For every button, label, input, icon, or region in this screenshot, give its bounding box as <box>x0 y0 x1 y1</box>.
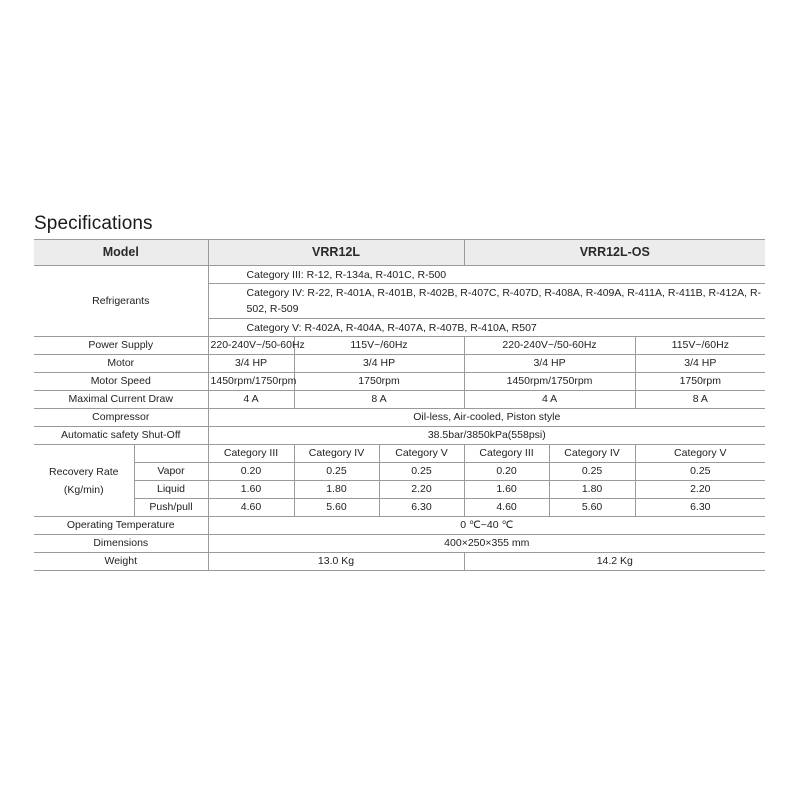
current-draw-value: 4 A <box>464 391 635 409</box>
motor-speed-value: 1450rpm/1750rpm <box>464 373 635 391</box>
motor-speed-value: 1750rpm <box>635 373 765 391</box>
motor-value: 3/4 HP <box>208 355 294 373</box>
recovery-category-header: Category V <box>379 445 464 463</box>
weight-value-vrr12l: 13.0 Kg <box>208 553 464 571</box>
motor-speed-label: Motor Speed <box>34 373 208 391</box>
power-supply-value: 220-240V~/50-60Hz <box>208 337 294 355</box>
motor-row <box>34 355 765 373</box>
motor-speed-row <box>34 373 765 391</box>
model-vrr12l-os-header: VRR12L-OS <box>464 240 765 266</box>
recovery-value: 1.60 <box>208 481 294 499</box>
current-draw-row <box>34 391 765 409</box>
recovery-rate-label <box>34 445 134 517</box>
current-draw-value: 4 A <box>208 391 294 409</box>
shutoff-value: 38.5bar/3850kPa(558psi) <box>208 427 765 445</box>
recovery-value: 5.60 <box>294 499 379 517</box>
recovery-mode-label: Vapor <box>134 463 208 481</box>
power-supply-value: 115V~/60Hz <box>294 337 464 355</box>
shutoff-label: Automatic safety Shut-Off <box>34 427 208 445</box>
recovery-value: 6.30 <box>379 499 464 517</box>
recovery-rate-title: Recovery Rate <box>49 465 119 478</box>
recovery-value: 0.25 <box>635 463 765 481</box>
recovery-vapor-row <box>34 463 765 481</box>
refrigerants-cat4: Category IV: R-22, R-401A, R-401B, R-402B, R-407C, R-407D, R-408A, R-409A, R-411A, R-411B, R-412A, R-502, R-509 <box>208 284 765 319</box>
operating-temperature-value: 0 ℃~40 ℃ <box>208 517 765 535</box>
recovery-value: 4.60 <box>464 499 549 517</box>
recovery-value: 5.60 <box>549 499 635 517</box>
model-header: Model <box>34 240 208 266</box>
motor-speed-value: 1450rpm/1750rpm <box>208 373 294 391</box>
power-supply-label: Power Supply <box>34 337 208 355</box>
operating-temperature-label: Operating Temperature <box>34 517 208 535</box>
current-draw-value: 8 A <box>294 391 464 409</box>
recovery-value: 2.20 <box>379 481 464 499</box>
motor-value: 3/4 HP <box>635 355 765 373</box>
recovery-value: 0.25 <box>294 463 379 481</box>
power-supply-value: 115V~/60Hz <box>635 337 765 355</box>
recovery-value: 0.25 <box>549 463 635 481</box>
recovery-liquid-row <box>34 481 765 499</box>
current-draw-value: 8 A <box>635 391 765 409</box>
recovery-rate-unit: (Kg/min) <box>63 483 104 496</box>
power-supply-value: 220-240V~/50-60Hz <box>464 337 635 355</box>
recovery-category-header: Category IV <box>294 445 379 463</box>
weight-label: Weight <box>34 553 208 571</box>
compressor-row <box>34 409 765 427</box>
motor-value: 3/4 HP <box>294 355 464 373</box>
recovery-value: 2.20 <box>635 481 765 499</box>
recovery-value: 6.30 <box>635 499 765 517</box>
page-title: Specifications <box>34 213 153 234</box>
dimensions-value: 400×250×355 mm <box>208 535 765 553</box>
model-vrr12l-header: VRR12L <box>208 240 464 266</box>
motor-speed-value: 1750rpm <box>294 373 464 391</box>
specifications-table <box>34 239 765 571</box>
recovery-pushpull-row <box>34 499 765 517</box>
recovery-value: 0.25 <box>379 463 464 481</box>
recovery-mode-label: Liquid <box>134 481 208 499</box>
recovery-blank-cell <box>134 445 208 463</box>
refrigerants-row-cat3 <box>34 266 765 284</box>
dimensions-label: Dimensions <box>34 535 208 553</box>
recovery-value: 0.20 <box>208 463 294 481</box>
recovery-value: 1.80 <box>549 481 635 499</box>
dimensions-row <box>34 535 765 553</box>
recovery-category-row <box>34 445 765 463</box>
motor-value: 3/4 HP <box>464 355 635 373</box>
recovery-value: 0.20 <box>464 463 549 481</box>
recovery-mode-label: Push/pull <box>134 499 208 517</box>
refrigerants-cat3: Category III: R-12, R-134a, R-401C, R-500 <box>208 266 765 284</box>
compressor-label: Compressor <box>34 409 208 427</box>
operating-temperature-row <box>34 517 765 535</box>
weight-value-vrr12l-os: 14.2 Kg <box>464 553 765 571</box>
recovery-value: 1.60 <box>464 481 549 499</box>
compressor-value: Oil-less, Air-cooled, Piston style <box>208 409 765 427</box>
recovery-category-header: Category III <box>208 445 294 463</box>
weight-row <box>34 553 765 571</box>
shutoff-row <box>34 427 765 445</box>
motor-label: Motor <box>34 355 208 373</box>
recovery-value: 1.80 <box>294 481 379 499</box>
header-row <box>34 240 765 266</box>
recovery-category-header: Category III <box>464 445 549 463</box>
refrigerants-cat5: Category V: R-402A, R-404A, R-407A, R-407B, R-410A, R507 <box>208 319 765 337</box>
recovery-category-header: Category IV <box>549 445 635 463</box>
refrigerants-label: Refrigerants <box>34 266 208 337</box>
recovery-category-header: Category V <box>635 445 765 463</box>
power-supply-row <box>34 337 765 355</box>
current-draw-label: Maximal Current Draw <box>34 391 208 409</box>
recovery-value: 4.60 <box>208 499 294 517</box>
